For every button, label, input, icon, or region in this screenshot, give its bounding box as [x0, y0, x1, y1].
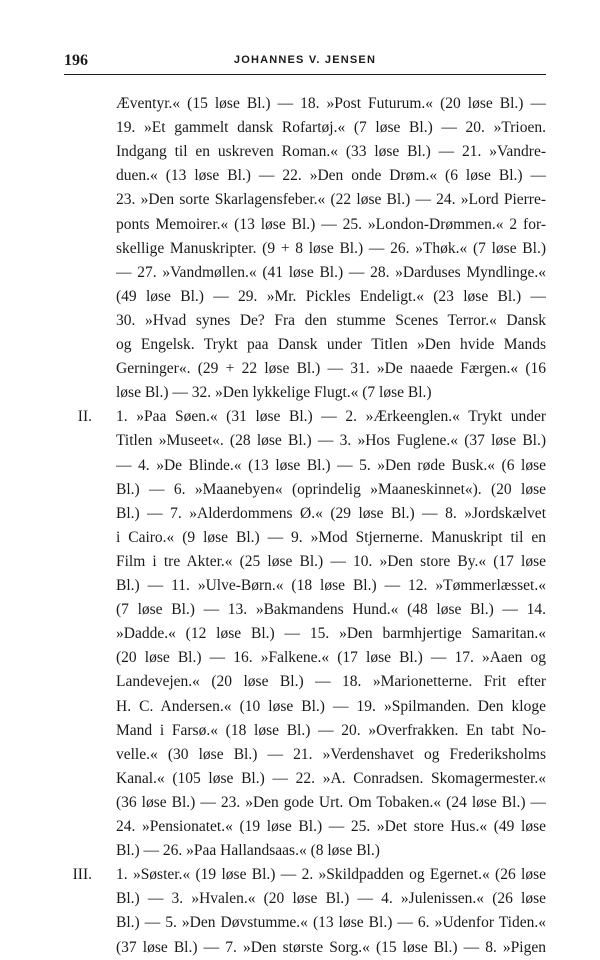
page-header: [64, 52, 546, 72]
text-line: velle.« (30 løse Bl.) — 21. »Verdenshavet og Frederiksholms: [116, 745, 546, 763]
text-line: Bl.) — 26. »Paa Hallandsaas.« (8 løse Bl.): [116, 842, 380, 860]
text-line: 19. »Et gammelt dansk Rofartøj.« (7 løse Bl.) — 20. »Trioen.: [116, 119, 546, 137]
text-line: Bl.) — 3. »Hvalen.« (20 løse Bl.) — 4. »Julenissen.« (26 løse: [116, 890, 546, 908]
text-line: duen.« (13 løse Bl.) — 22. »Den onde Drøm.« (6 løse Bl.) —: [116, 167, 546, 185]
text-line: — 4. »De Blinde.« (13 løse Bl.) — 5. »Den røde Busk.« (6 løse: [116, 456, 546, 474]
text-line: 30. »Hvad synes De? Fra den stumme Scenes Terror.« Dansk: [116, 311, 546, 329]
header-rule: [64, 74, 546, 75]
text-line: Mand i Farsø.« (18 løse Bl.) — 20. »Overfrakken. En tabt No-: [116, 721, 546, 739]
text-line: 24. »Pensionatet.« (19 løse Bl.) — 25. »Det store Hus.« (49 løse: [116, 818, 546, 835]
text-line: 1. »Søster.« (19 løse Bl.) — 2. »Skildpadden og Egernet.« (26 løse: [116, 866, 546, 884]
text-line: løse Bl.) — 32. »Den lykkelige Flugt.« (7 løse Bl.): [116, 384, 432, 402]
text-line: (7 løse Bl.) — 13. »Bakmandens Hund.« (48 løse Bl.) — 14.: [116, 601, 546, 619]
section-marker: II.: [77, 408, 92, 426]
text-line: 23. »Den sorte Skarlagensfeber.« (22 løse Bl.) — 24. »Lord Pierre-: [116, 191, 546, 209]
text-line: (36 løse Bl.) — 23. »Den gode Urt. Om Tobaken.« (24 løse Bl.) —: [116, 793, 546, 811]
page-number: 196: [64, 52, 88, 69]
text-line: Film i tre Akter.« (25 løse Bl.) — 10. »Den store By.« (17 løse: [116, 552, 546, 570]
text-line: Titlen »Museet«. (28 løse Bl.) — 3. »Hos Fuglene.« (37 løse Bl.): [116, 432, 546, 450]
text-line: Landevejen.« (20 løse Bl.) — 18. »Marionetterne. Frit efter: [116, 673, 546, 691]
text-line: Gerninger«. (29 + 22 løse Bl.) — 31. »De naaede Færgen.« (16: [116, 360, 546, 378]
text-line: (20 løse Bl.) — 16. »Falkene.« (17 løse Bl.) — 17. »Aaen og: [116, 649, 546, 667]
text-line: Bl.) — 7. »Alderdommens Ø.« (29 løse Bl.) — 8. »Jordskælvet: [116, 504, 546, 522]
text-line: 1. »Paa Søen.« (31 løse Bl.) — 2. »Ærkeenglen.« Trykt under: [116, 408, 546, 426]
text-line: H. C. Andersen.« (10 løse Bl.) — 19. »Spilmanden. Den kloge: [116, 697, 546, 715]
text-line: skellige Manuskripter. (9 + 8 løse Bl.) — 26. »Thøk.« (7 løse Bl.): [116, 239, 546, 257]
text-line: (37 løse Bl.) — 7. »Den største Sorg.« (15 løse Bl.) — 8. »Pigen: [116, 938, 546, 956]
text-line: ponts Memoirer.« (13 løse Bl.) — 25. »London-Drømmen.« 2 for-: [116, 215, 546, 233]
text-line: Bl.) — 6. »Maanebyen« (oprindelig »Maaneskinnet«). (20 løse: [116, 480, 546, 498]
text-line: Indgang til en uskreven Roman.« (33 løse Bl.) — 21. »Vandre-: [116, 143, 546, 161]
text-line: og Engelsk. Trykt paa Dansk under Titlen »Den hvide Mands: [116, 336, 546, 353]
running-head: JOHANNES V. JENSEN: [233, 54, 377, 66]
text-line: Æventyr.« (15 løse Bl.) — 18. »Post Futurum.« (20 løse Bl.) —: [116, 95, 546, 112]
text-line: Bl.) — 5. »Den Døvstumme.« (13 løse Bl.) — 6. »Udenfor Tiden.«: [116, 914, 546, 932]
section-marker: III.: [72, 866, 92, 884]
text-line: i Cairo.« (9 løse Bl.) — 9. »Mod Stjernerne. Manuskript til en: [116, 528, 546, 546]
text-line: (49 løse Bl.) — 29. »Mr. Pickles Endeligt.« (23 løse Bl.) —: [116, 287, 546, 305]
text-line: Bl.) — 11. »Ulve-Børn.« (18 løse Bl.) — 12. »Tømmerlæsset.«: [116, 577, 546, 594]
text-line: »Dadde.« (12 løse Bl.) — 15. »Den barmhjertige Samaritan.«: [116, 625, 546, 643]
text-line: — 27. »Vandmøllen.« (41 løse Bl.) — 28. »Darduses Myndlinge.«: [116, 263, 546, 281]
text-line: Kanal.« (105 løse Bl.) — 22. »A. Conradsen. Skomagermester.«: [116, 769, 546, 787]
